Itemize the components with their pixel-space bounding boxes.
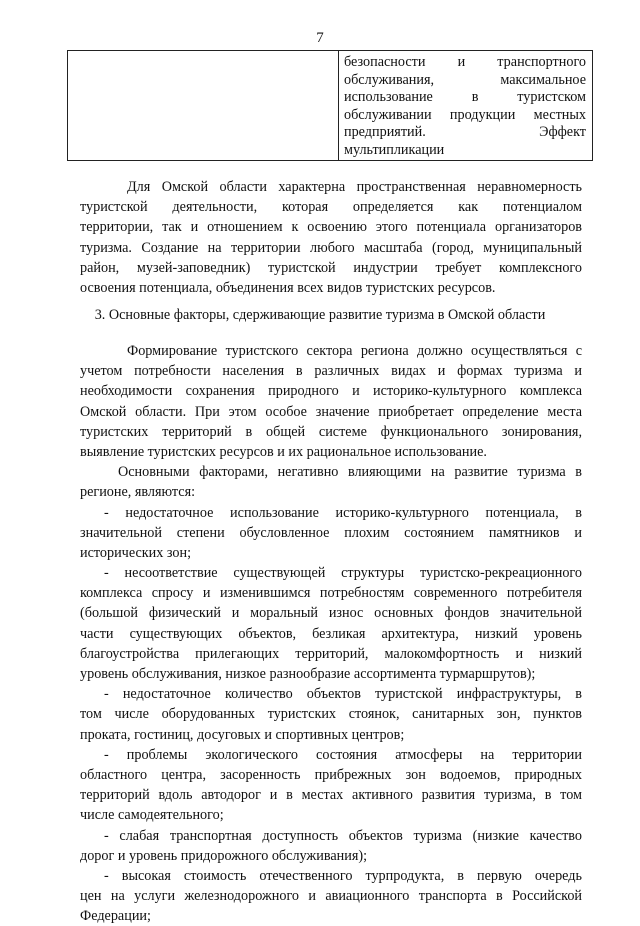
paragraph-line: необходимости сохранения природного и историко-культурного комплекса: [80, 383, 582, 400]
paragraph-line: Для Омской области характерна пространственная неравномерность: [127, 179, 582, 195]
paragraph-line: уровень обслуживания, низкое разнообразие ассортимента турмаршрутов);: [80, 666, 536, 682]
paragraph-line: - высокая стоимость отечественного турпродукта, в первую очередь: [104, 867, 582, 884]
factor-item: [80, 503, 582, 564]
paragraph-line: учетом потребности населения в различных видах и формах туризма и: [80, 363, 582, 380]
paragraph-line: Федерации;: [80, 908, 151, 925]
paragraph-line: - проблемы экологического состояния атмосферы на территории: [104, 746, 582, 763]
paragraph-line: части существующих объектов, безликая архитектура, низкий уровень: [80, 625, 582, 642]
table-cell-right: [339, 51, 592, 160]
paragraph-line: проката, гостиниц, досуговых и спортивных центров;: [80, 726, 405, 743]
paragraph-line: Формирование туристского сектора региона должно осуществляться с: [127, 343, 582, 359]
paragraph-line: дорог и уровень придорожного обслуживания);: [80, 847, 368, 864]
factors-intro-paragraph: [80, 462, 582, 502]
paragraph-line: выявление туристских ресурсов и их рациональное использование.: [80, 443, 487, 460]
factor-item: [80, 684, 582, 745]
continued-table: [67, 50, 593, 161]
section-body: [80, 341, 582, 926]
paragraph-line: том числе оборудованных туристских стоянок, санитарных зон, пунктов: [80, 706, 582, 723]
table-cell-line: мультипликации: [344, 141, 445, 158]
formation-paragraph: [80, 341, 582, 462]
paragraph-line: территории, так и отношением к освоению этого потенциала организаторов: [80, 219, 582, 236]
table-cell-line: предприятий. Эффект: [344, 124, 586, 141]
factor-item: [80, 563, 582, 684]
paragraph-line: числе самодеятельного;: [80, 807, 224, 824]
page-number: 7: [316, 30, 324, 46]
paragraph-line: - недостаточное количество объектов туристской инфраструктуры, в: [104, 686, 582, 703]
paragraph-line: регионе, являются:: [80, 484, 196, 501]
paragraph-line: Омской области. При этом особое значение приобретает определение места: [80, 403, 582, 420]
paragraph-line: район, музей-заповедник) туристской индустрии требует комплексного: [80, 259, 582, 276]
paragraph-line: значительной степени обусловленное плохим состоянием памятников и: [80, 524, 582, 541]
paragraph-line: - несоответствие существующей структуры туристско-рекреационного: [104, 565, 582, 582]
paragraph-line: туристских территорий в общей системе функционального зонирования,: [80, 423, 582, 440]
paragraph-line: комплекса спросу и изменившимся потребностям современного потребителя: [80, 585, 582, 602]
table-cell-line: обслуживании продукции местных: [344, 106, 586, 123]
paragraph-line: - недостаточное использование историко-культурного потенциала, в: [104, 504, 582, 521]
factor-item: [80, 826, 582, 866]
table-cell-line: обслуживания, максимальное: [344, 71, 586, 88]
paragraph-line: - слабая транспортная доступность объектов туризма (низкие качество: [104, 827, 582, 844]
table-cell-left-empty: [68, 51, 339, 160]
intro-paragraph: [80, 177, 582, 298]
paragraph-line: (большой физический и моральный износ основных фондов значительной: [80, 605, 582, 622]
paragraph-line: туризма. Создание на территории любого масштаба (город, муниципальный: [80, 239, 582, 256]
table-cell-line: безопасности и транспортного: [344, 54, 586, 70]
paragraph-line: благоустройства прилегающих территорий, малокомфортность и низкий: [80, 645, 582, 662]
paragraph-line: туристской деятельности, которая определяется как потенциалом: [80, 199, 582, 216]
paragraph-line: цен на услуги железнодорожного и авиационного транспорта в Российской: [80, 888, 582, 905]
paragraph-line: исторических зон;: [80, 544, 192, 561]
factor-item: [80, 866, 582, 926]
factor-item: [80, 745, 582, 826]
table-cell-line: использование в туристском: [344, 89, 586, 106]
section-heading: 3. Основные факторы, сдерживающие развитие туризма в Омской области: [94, 307, 546, 323]
paragraph-line: территорий вдоль автодорог и в местах активного развития туризма, в том: [80, 787, 582, 804]
paragraph-line: освоения потенциала, объединения всех видов туристских ресурсов.: [80, 279, 496, 296]
paragraph-line: Основными факторами, негативно влияющими на развитие туризма в: [118, 464, 582, 481]
paragraph-line: областного центра, засоренность прибрежных зон водоемов, природных: [80, 766, 582, 783]
